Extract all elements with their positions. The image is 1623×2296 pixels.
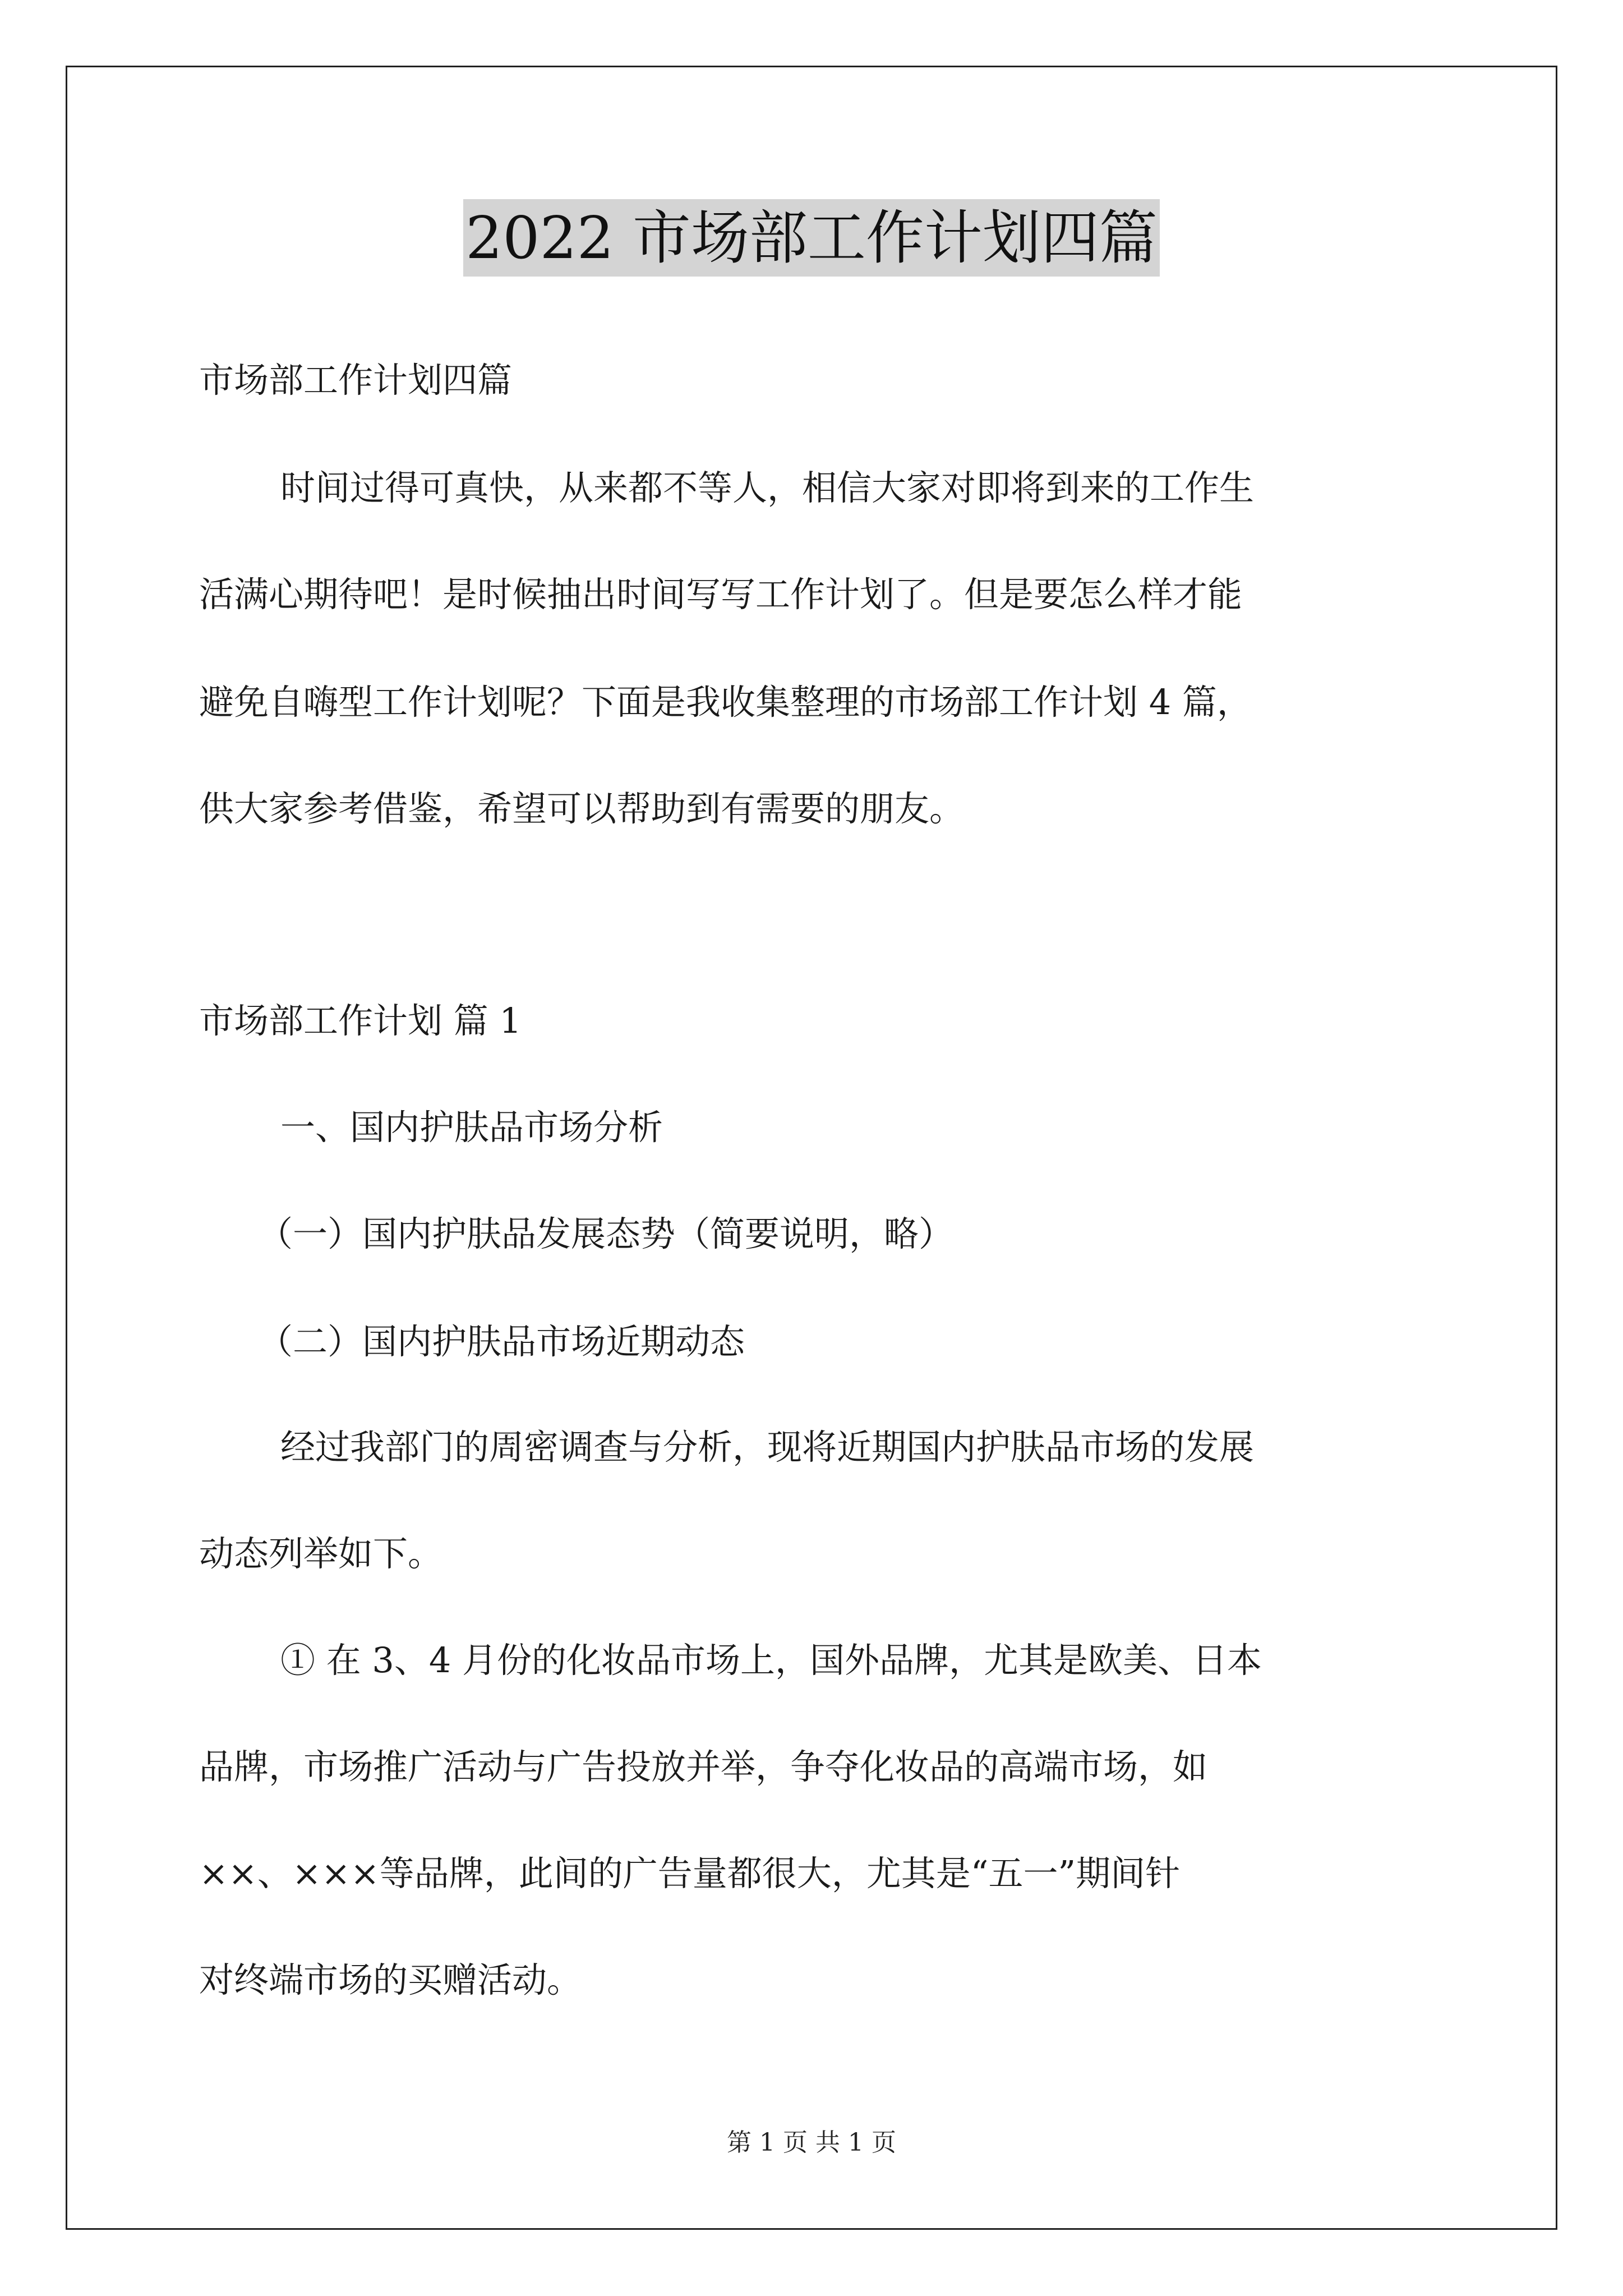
intro-line (280, 466, 1433, 510)
page-footer: 第 1 页 共 1 页 (727, 2128, 896, 2157)
section-heading: 市场部工作计划 篇 1 (199, 1000, 522, 1041)
intro-line: 活满心期待吧！是时候抽出时间写写工作计划了。但是要怎么样才能 (199, 574, 1243, 615)
paragraph-line: ① 在 3、4 月份的化妆品市场上，国外品牌，尤其是欧美、日本 (280, 1640, 1262, 1681)
paragraph-line: 动态列举如下。 (199, 1533, 443, 1574)
paragraph-line: 品牌，市场推广活动与广告投放并举，争夺化妆品的高端市场，如 (199, 1746, 1208, 1787)
paragraph-line: 对终端市场的买赠活动。 (199, 1959, 582, 2000)
paragraph-line: 经过我部门的周密调查与分析，现将近期国内护肤品市场的发展 (280, 1427, 1255, 1467)
title-wrap (0, 199, 1623, 277)
intro-line-text: 时间过得可真快，从来都不等人，相信大家对即将到来的工作生 (280, 467, 1255, 508)
document-subtitle: 市场部工作计划四篇 (199, 360, 513, 401)
document-title: 2022 市场部工作计划四篇 (463, 199, 1160, 277)
heading-level-2: （二）国内护肤品市场近期动态 (258, 1321, 745, 1362)
paragraph-line: ××、×××等品牌，此间的广告量都很大，尤其是“五一”期间针 (199, 1853, 1181, 1894)
intro-line: 供大家参考借鉴，希望可以帮助到有需要的朋友。 (199, 788, 965, 829)
heading-level-1: 一、国内护肤品市场分析 (280, 1107, 663, 1148)
heading-level-2: （一）国内护肤品发展态势（简要说明，略） (258, 1213, 954, 1254)
intro-line: 避免自嗨型工作计划呢？下面是我收集整理的市场部工作计划 4 篇， (199, 682, 1252, 723)
